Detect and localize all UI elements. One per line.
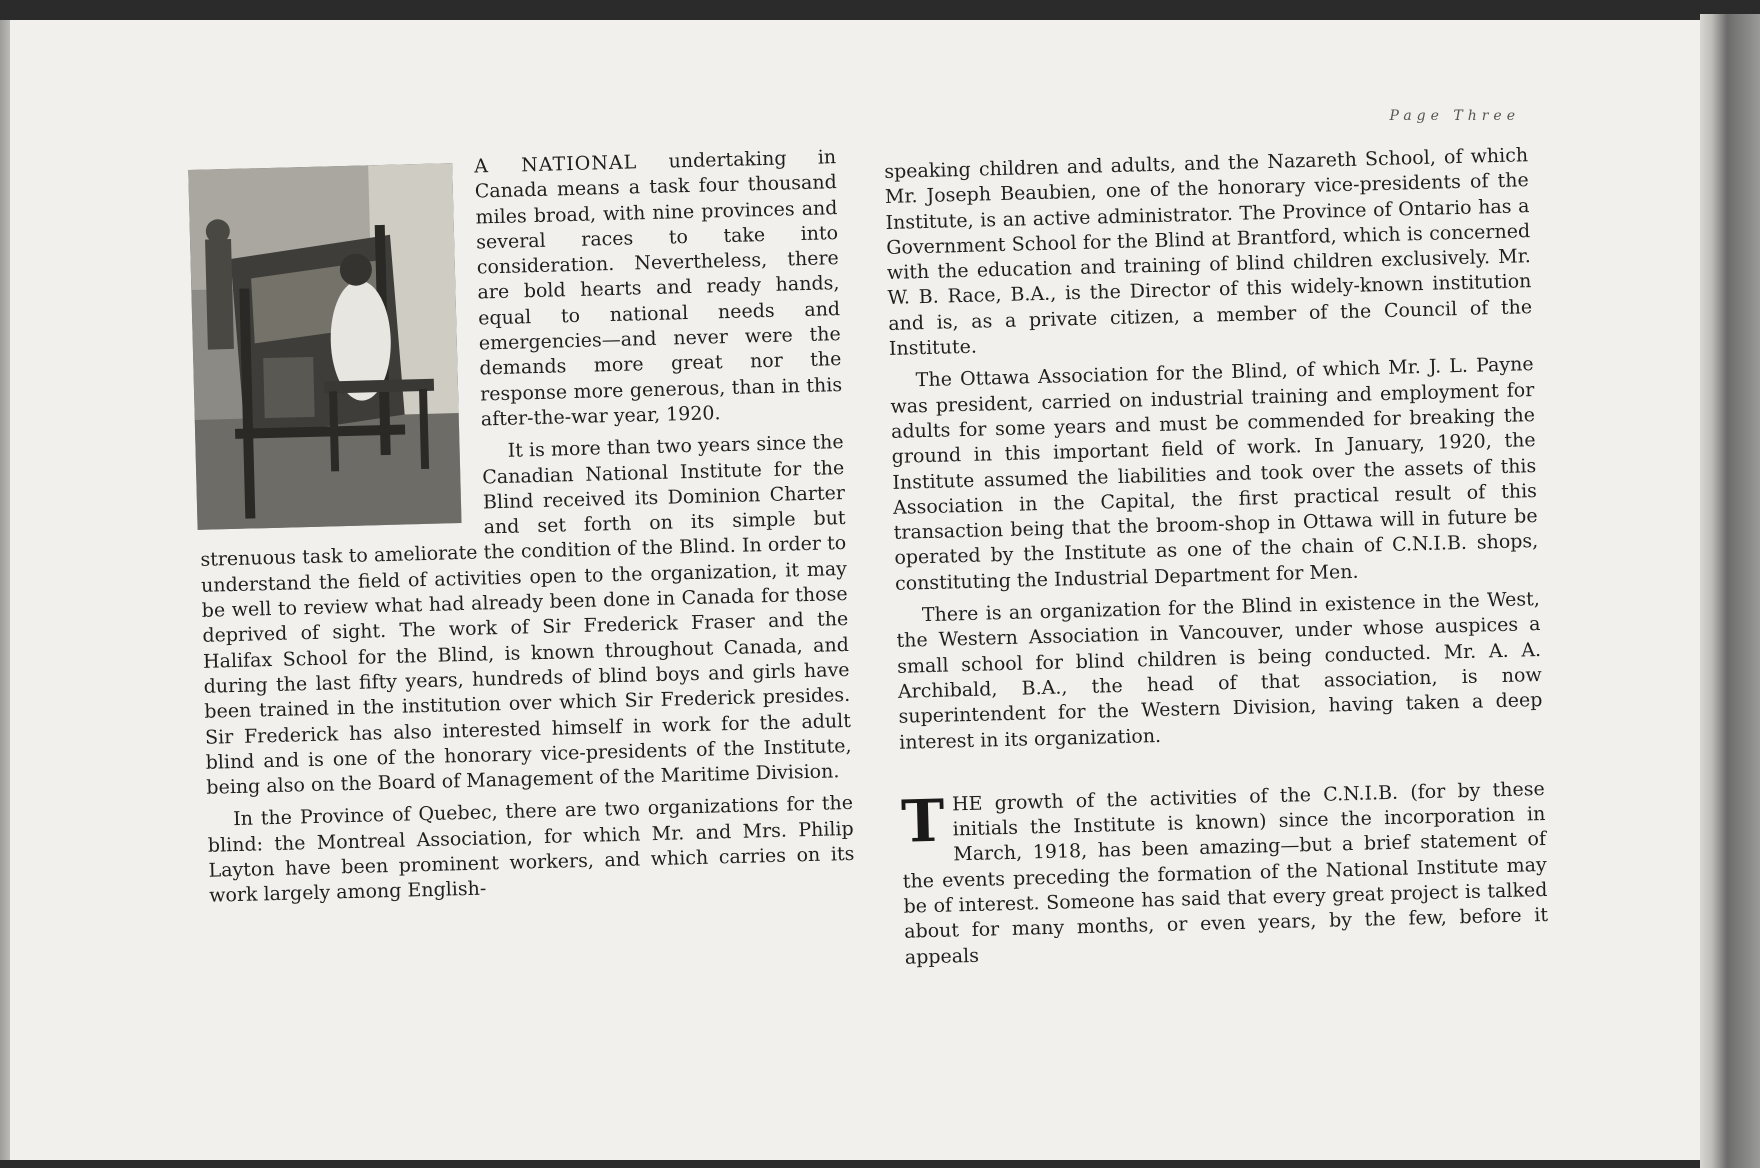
paragraph: In the Province of Quebec, there are two organizations for the blind: the Montreal Association, for which Mr. and Mrs. Philip Layton have been prominent workers, and which carries on its work largely among English- [207,792,855,908]
right-column [884,143,1549,970]
drop-cap: T [900,786,946,856]
intro-lead: A NATIONAL [473,151,638,178]
left-column [190,145,855,909]
section-paragraph [901,777,1549,971]
paragraph: There is an organization for the Blind in existence in the West, the Western Association in Vancouver, under whose auspices a small school for blind children is being conducted. Mr. A. A. Archibald, B.A., the head of that association, is now superintendent for the Western Division, having taken a deep interest in its organization. [896,588,1543,754]
page-header: Page Three [1389,108,1520,124]
intro-text: undertaking in Canada means a task four thousand miles broad, with nine provinces and several races to take into consideration. Nevertheless, there are bold hearts and ready hands, equal to national needs and emergencies—and never were the demands more great nor the response more generous, than in this after-the-war year, 1920. [474,146,843,431]
loom-photo [188,163,461,530]
page-edge [1700,14,1760,1168]
section-text: HE growth of the activities of the C.N.I.B. (for by these initials the Institute is known) since the incorporation in March, 1918, has been amazing—but a brief statement of the events preceding the formation of the National Institute may be of interest. Someone has said that every great project is talked about for many months, or even years, by the few, before it appeals [902,777,1549,969]
paragraph: It is more than two years since the Canadian National Institute for the Blind received its Dominion Charter and set forth on its simple but strenuous task to ameliorate the condition of the Blind. In order to understand the field of activities open to the organization, it may be well to review what had already been done in Canada for those deprived of sight. The work of Sir Frederick Fraser and the Halifax School for the Blind, is known throughout Canada, and during the last fifty years, hundreds of blind boys and girls have been trained in the institution over which Sir Frederick presides. Sir Frederick has also interested himself in work for the adult blind and is one of the honorary vice-presidents of the Institute, being also on the Board of Management of the Maritime Division. [200,431,852,799]
loom-weaver-image [188,163,461,530]
paragraph: The Ottawa Association for the Blind, of which Mr. J. L. Payne was president, carried on industrial training and employment for adults for some years and must be commended for breaking the ground in this important field of work. In January, 1920, the Institute assumed the liabilities and took over the assets of this Association in the Capital, the first practical result of this transaction being that the broom-shop in Ottawa will in future be operated by the Institute as one of the chain of C.N.I.B. shops, constituting the Industrial Department for Men. [890,353,1539,595]
paragraph: speaking children and adults, and the Nazareth School, of which Mr. Joseph Beaubien, one of the honorary vice-presidents of the Institute, is an active administrator. The Province of Ontario has a Government School for the Blind at Brantford, which is concerned with the education and training of blind children exclusively. Mr. W. B. Race, B.A., is the Director of this widely-known institution and is, as a private citizen, a member of the Council of the Institute. [884,144,1533,361]
